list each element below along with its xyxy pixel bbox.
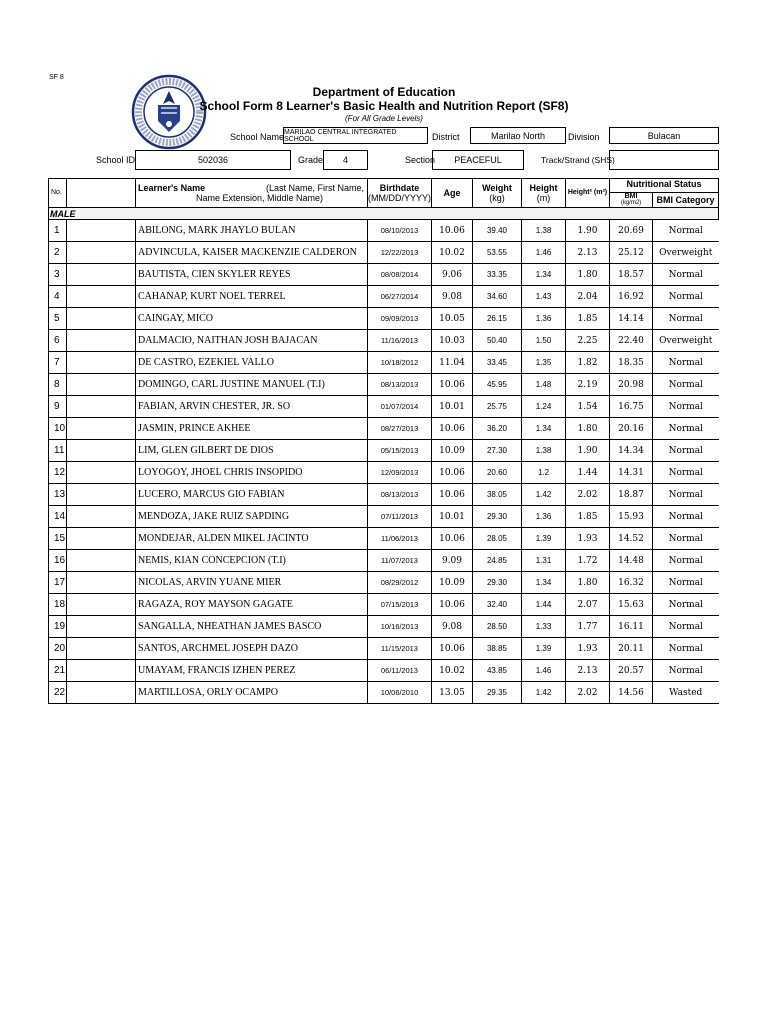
section-field[interactable]: PEACEFUL [432,150,524,170]
age-cell: 10.03 [432,330,473,352]
row-lrn [67,682,136,704]
district-field[interactable]: Marilao North [470,127,566,144]
height-cell: 1.44 [522,594,566,616]
table-row [49,572,719,594]
bmi-category-cell: Wasted [653,682,719,704]
form-code: SF 8 [49,74,64,81]
table-row [49,528,719,550]
bmi-cell: 18.87 [610,484,653,506]
height-cell: 1.31 [522,550,566,572]
row-lrn [67,638,136,660]
bmi-cell: 15.93 [610,506,653,528]
height-squared-cell: 1.72 [566,550,610,572]
height-cell: 1.2 [522,462,566,484]
learner-health-table [48,178,719,704]
learner-name: LIM, GLEN GILBERT DE DIOS [136,440,368,462]
bmi-cell: 16.11 [610,616,653,638]
height-cell: 1.42 [522,484,566,506]
age-cell: 10.09 [432,572,473,594]
height-squared-cell: 1.85 [566,308,610,330]
col-nutritional-status-header [610,179,719,208]
row-lrn [67,286,136,308]
row-number: 20 [49,638,67,660]
bmi-cell: 20.57 [610,660,653,682]
learner-name: CAINGAY, MICO [136,308,368,330]
learner-name: LOYOGOY, JHOEL CHRIS INSOPIDO [136,462,368,484]
learner-name: RAGAZA, ROY MAYSON GAGATE [136,594,368,616]
bmi-cell: 18.35 [610,352,653,374]
row-number: 8 [49,374,67,396]
table-row [49,242,719,264]
birthdate-cell: 10/18/2012 [368,352,432,374]
bmi-cell: 20.11 [610,638,653,660]
bmi-category-cell: Normal [653,616,719,638]
bmi-cell: 14.56 [610,682,653,704]
row-lrn [67,462,136,484]
bmi-category-cell: Normal [653,352,719,374]
height-squared-cell: 1.85 [566,506,610,528]
row-number: 3 [49,264,67,286]
row-lrn [67,616,136,638]
bmi-category-cell: Normal [653,396,719,418]
height-cell: 1.39 [522,528,566,550]
bmi-cell: 20.98 [610,374,653,396]
learner-name: BAUTISTA, CIEN SKYLER REYES [136,264,368,286]
learner-name: FABIAN, ARVIN CHESTER, JR. SO [136,396,368,418]
row-lrn [67,418,136,440]
age-cell: 10.05 [432,308,473,330]
height-cell: 1.33 [522,616,566,638]
bmi-category-subheader: BMI Category [656,195,715,205]
learner-name: DE CASTRO, EZEKIEL VALLO [136,352,368,374]
birthdate-cell: 05/15/2013 [368,440,432,462]
track-field[interactable] [609,150,719,170]
col-height-sq-header: Height² (m²) [566,179,610,208]
row-number: 13 [49,484,67,506]
bmi-category-cell: Normal [653,418,719,440]
table-row [49,396,719,418]
height-squared-cell: 2.25 [566,330,610,352]
division-label: Division [568,132,600,142]
bmi-category-cell: Normal [653,462,719,484]
height-squared-cell: 1.80 [566,264,610,286]
height-squared-cell: 2.02 [566,484,610,506]
height-squared-cell: 1.80 [566,572,610,594]
weight-cell: 36.20 [473,418,522,440]
height-squared-cell: 2.02 [566,682,610,704]
age-cell: 10.06 [432,528,473,550]
row-number: 21 [49,660,67,682]
birthdate-cell: 06/11/2013 [368,660,432,682]
bmi-category-cell: Normal [653,308,719,330]
row-number: 1 [49,220,67,242]
weight-cell: 25.75 [473,396,522,418]
bmi-cell: 25.12 [610,242,653,264]
division-field[interactable]: Bulacan [609,127,719,144]
table-row [49,462,719,484]
row-number: 10 [49,418,67,440]
bmi-category-cell: Overweight [653,242,719,264]
row-lrn [67,484,136,506]
birthdate-cell: 11/15/2013 [368,638,432,660]
row-lrn [67,264,136,286]
weight-header-label: Weight [482,183,512,193]
row-lrn [67,572,136,594]
learner-name: JASMIN, PRINCE AKHEE [136,418,368,440]
school-name-label: School Name [230,132,285,142]
row-number: 19 [49,616,67,638]
height-squared-cell: 2.13 [566,242,610,264]
row-lrn [67,220,136,242]
weight-cell: 29.30 [473,572,522,594]
height-cell: 1.50 [522,330,566,352]
age-cell: 10.06 [432,594,473,616]
table-row [49,308,719,330]
learner-name: NEMIS, KIAN CONCEPCION (T.I) [136,550,368,572]
row-number: 5 [49,308,67,330]
row-lrn [67,528,136,550]
bmi-category-cell: Normal [653,264,719,286]
height-squared-cell: 1.54 [566,396,610,418]
col-weight-header [473,179,522,208]
name-header-rest: (Last Name, First Name, [265,183,364,193]
grade-label: Grade [298,155,324,165]
weight-cell: 24.85 [473,550,522,572]
height-squared-cell: 1.90 [566,220,610,242]
department-title: Department of Education [312,85,456,99]
table-row [49,330,719,352]
bmi-cell: 16.92 [610,286,653,308]
birthdate-cell: 08/13/2013 [368,484,432,506]
bmi-subheader-unit: (kg/m2) [620,200,642,206]
height-cell: 1.34 [522,264,566,286]
age-cell: 9.09 [432,550,473,572]
bmi-subheader-label: BMI [624,193,638,200]
row-number: 2 [49,242,67,264]
grade-field[interactable]: 4 [323,150,368,170]
row-number: 9 [49,396,67,418]
learner-name: MENDOZA, JAKE RUIZ SAPDING [136,506,368,528]
birthdate-cell: 09/09/2013 [368,308,432,330]
weight-cell: 28.50 [473,616,522,638]
row-lrn [67,594,136,616]
height-cell: 1.46 [522,660,566,682]
row-lrn [67,440,136,462]
col-height-header [522,179,566,208]
age-cell: 10.06 [432,638,473,660]
weight-cell: 20.60 [473,462,522,484]
bmi-category-cell: Normal [653,440,719,462]
age-cell: 10.02 [432,242,473,264]
birthdate-cell: 01/07/2014 [368,396,432,418]
bmi-category-cell: Normal [653,374,719,396]
row-lrn [67,374,136,396]
table-row [49,418,719,440]
col-age-header: Age [432,179,473,208]
table-row [49,440,719,462]
birthdate-cell: 11/07/2013 [368,550,432,572]
bmi-cell: 22.40 [610,330,653,352]
weight-cell: 38.05 [473,484,522,506]
learner-name: DALMACIO, NAITHAN JOSH BAJACAN [136,330,368,352]
table-row [49,506,719,528]
row-lrn [67,506,136,528]
height-squared-cell: 1.44 [566,462,610,484]
height-cell: 1.46 [522,242,566,264]
age-cell: 11.04 [432,352,473,374]
height-cell: 1.36 [522,308,566,330]
birthdate-cell: 10/06/2010 [368,682,432,704]
bmi-cell: 14.31 [610,462,653,484]
row-number: 4 [49,286,67,308]
form-subtitle: (For All Grade Levels) [345,114,423,123]
weight-cell: 39.40 [473,220,522,242]
bmi-category-cell: Normal [653,506,719,528]
bmi-category-cell: Normal [653,550,719,572]
bmi-category-cell: Normal [653,594,719,616]
table-row [49,286,719,308]
bmi-cell: 20.69 [610,220,653,242]
table-row [49,682,719,704]
birthdate-cell: 08/13/2013 [368,374,432,396]
row-number: 12 [49,462,67,484]
bmi-category-cell: Normal [653,572,719,594]
height-squared-cell: 1.90 [566,440,610,462]
bmi-category-cell: Normal [653,220,719,242]
section-row-male [49,208,719,220]
bmi-cell: 20.16 [610,418,653,440]
row-number: 6 [49,330,67,352]
age-cell: 9.06 [432,264,473,286]
height-squared-cell: 1.93 [566,638,610,660]
table-row [49,264,719,286]
track-label: Track/Strand (SHS) [541,155,615,165]
bmi-category-cell: Normal [653,286,719,308]
height-header-unit: (m) [536,193,551,203]
weight-cell: 33.35 [473,264,522,286]
birthdate-header-label: Birthdate [379,183,420,193]
school-id-label: School ID [96,155,136,165]
section-label: Section [405,155,436,165]
weight-cell: 26.15 [473,308,522,330]
weight-cell: 29.35 [473,682,522,704]
weight-cell: 27.30 [473,440,522,462]
height-squared-cell: 1.80 [566,418,610,440]
table-row [49,374,719,396]
weight-cell: 28.05 [473,528,522,550]
bmi-category-cell: Normal [653,528,719,550]
height-cell: 1.48 [522,374,566,396]
bmi-category-cell: Overweight [653,330,719,352]
age-cell: 10.06 [432,462,473,484]
age-cell: 10.06 [432,374,473,396]
row-lrn [67,352,136,374]
bmi-subheader [610,193,653,207]
weight-cell: 33.45 [473,352,522,374]
weight-cell: 43.85 [473,660,522,682]
row-number: 16 [49,550,67,572]
birthdate-cell: 11/16/2013 [368,330,432,352]
height-cell: 1.38 [522,440,566,462]
bmi-cell: 14.34 [610,440,653,462]
row-number: 22 [49,682,67,704]
height-squared-cell: 2.13 [566,660,610,682]
height-cell: 1.43 [522,286,566,308]
table-row [49,484,719,506]
height-header-label: Height [529,183,558,193]
row-number: 11 [49,440,67,462]
table-row [49,660,719,682]
row-lrn [67,242,136,264]
birthdate-cell: 08/08/2014 [368,264,432,286]
birthdate-cell: 07/15/2013 [368,594,432,616]
table-row [49,638,719,660]
table-row [49,220,719,242]
nutritional-status-label: Nutritional Status [610,179,718,193]
height-cell: 1.34 [522,418,566,440]
bmi-category-cell: Normal [653,660,719,682]
age-cell: 10.06 [432,484,473,506]
weight-cell: 45.95 [473,374,522,396]
learner-name: SANTOS, ARCHMEL JOSEPH DAZO [136,638,368,660]
birthdate-cell: 06/27/2014 [368,286,432,308]
height-squared-cell: 2.07 [566,594,610,616]
birthdate-cell: 10/16/2013 [368,616,432,638]
row-lrn [67,550,136,572]
height-cell: 1.36 [522,506,566,528]
learner-name: NICOLAS, ARVIN YUANE MIER [136,572,368,594]
row-lrn [67,396,136,418]
bmi-cell: 18.57 [610,264,653,286]
table-row [49,594,719,616]
col-lrn-header [67,179,136,208]
learner-name: UMAYAM, FRANCIS IZHEN PEREZ [136,660,368,682]
row-number: 7 [49,352,67,374]
learner-name: LUCERO, MARCUS GIO FABIAN [136,484,368,506]
learner-name: ADVINCULA, KAISER MACKENZIE CALDERON [136,242,368,264]
height-cell: 1.42 [522,682,566,704]
learner-name: DOMINGO, CARL JUSTINE MANUEL (T.I) [136,374,368,396]
weight-cell: 32.40 [473,594,522,616]
birthdate-cell: 07/11/2013 [368,506,432,528]
age-cell: 9.08 [432,616,473,638]
learner-name: CAHANAP, KURT NOEL TERREL [136,286,368,308]
weight-cell: 34.60 [473,286,522,308]
bmi-category-cell: Normal [653,638,719,660]
height-cell: 1.35 [522,352,566,374]
weight-cell: 50.40 [473,330,522,352]
learner-name: SANGALLA, NHEATHAN JAMES BASCO [136,616,368,638]
name-header-line2: Name Extension, Middle Name) [196,193,324,203]
table-header-row [49,179,719,208]
learner-name: ABILONG, MARK JHAYLO BULAN [136,220,368,242]
learner-name: MARTILLOSA, ORLY OCAMPO [136,682,368,704]
birthdate-cell: 11/06/2013 [368,528,432,550]
height-squared-cell: 1.93 [566,528,610,550]
learner-name: MONDEJAR, ALDEN MIKEL JACINTO [136,528,368,550]
age-cell: 10.09 [432,440,473,462]
name-header-bold: Learner's Name [138,183,206,193]
weight-cell: 38.85 [473,638,522,660]
bmi-cell: 15.63 [610,594,653,616]
height-cell: 1.38 [522,220,566,242]
district-label: District [432,132,460,142]
height-squared-cell: 2.19 [566,374,610,396]
age-cell: 10.01 [432,506,473,528]
col-no-header: No. [49,179,67,208]
table-row [49,550,719,572]
row-number: 15 [49,528,67,550]
birthdate-cell: 08/27/2013 [368,418,432,440]
col-name-header [136,179,368,208]
height-cell: 1.24 [522,396,566,418]
height-squared-cell: 2.04 [566,286,610,308]
height-squared-cell: 1.77 [566,616,610,638]
age-cell: 9.08 [432,286,473,308]
table-row [49,352,719,374]
birthdate-cell: 08/10/2013 [368,220,432,242]
col-birthdate-header [368,179,432,208]
bmi-cell: 14.48 [610,550,653,572]
height-cell: 1.34 [522,572,566,594]
school-name-field[interactable]: MARILAO CENTRAL INTEGRATED SCHOOL [283,127,428,144]
height-cell: 1.39 [522,638,566,660]
bmi-cell: 16.75 [610,396,653,418]
birthdate-header-format: (MM/DD/YYYY) [368,193,431,203]
school-id-field[interactable]: 502036 [135,150,291,170]
height-squared-cell: 1.82 [566,352,610,374]
row-number: 17 [49,572,67,594]
row-lrn [67,308,136,330]
row-lrn [67,660,136,682]
bmi-cell: 14.52 [610,528,653,550]
section-male-label: MALE [49,208,719,220]
table-row [49,616,719,638]
weight-cell: 53.55 [473,242,522,264]
row-lrn [67,330,136,352]
age-cell: 10.06 [432,418,473,440]
age-cell: 13.05 [432,682,473,704]
age-cell: 10.01 [432,396,473,418]
age-cell: 10.02 [432,660,473,682]
weight-header-unit: (kg) [489,193,505,203]
bmi-cell: 16.32 [610,572,653,594]
birthdate-cell: 12/09/2013 [368,462,432,484]
weight-cell: 29.30 [473,506,522,528]
age-cell: 10.06 [432,220,473,242]
row-number: 18 [49,594,67,616]
form-title: School Form 8 Learner's Basic Health and Nutrition Report (SF8) [199,99,569,113]
birthdate-cell: 12/22/2013 [368,242,432,264]
bmi-cell: 14.14 [610,308,653,330]
row-number: 14 [49,506,67,528]
birthdate-cell: 08/29/2012 [368,572,432,594]
bmi-category-cell: Normal [653,484,719,506]
